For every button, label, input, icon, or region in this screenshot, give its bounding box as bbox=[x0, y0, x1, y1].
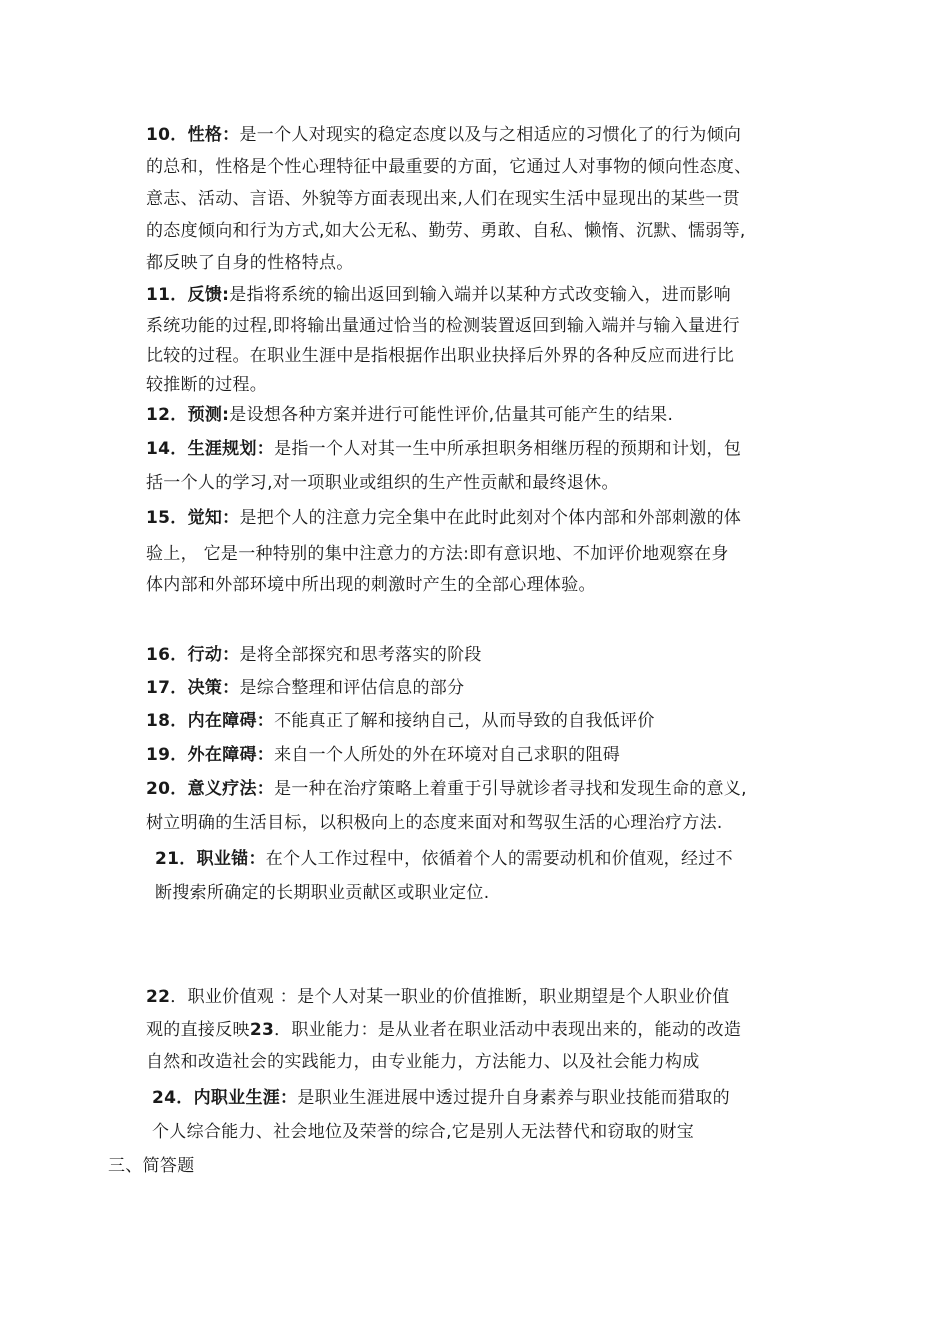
entry-22-line-1 bbox=[146, 986, 730, 1008]
entry-11-term: 反馈: bbox=[187, 285, 230, 305]
entry-15-line-3: 体内部和外部环境中所出现的刺激时产生的全部心理体验。 bbox=[146, 575, 596, 595]
entry-20-text: 是一种在治疗策略上着重于引导就诊者寻找和发现生命的意义, bbox=[274, 779, 747, 799]
entry-19 bbox=[146, 744, 620, 766]
entry-19-term: 外在障碍： bbox=[187, 745, 275, 765]
entry-24-text: 是职业生涯进展中透过提升自身素养与职业技能而猎取的 bbox=[297, 1088, 730, 1108]
entry-19-number: 19． bbox=[146, 745, 188, 765]
entry-15-term: 觉知： bbox=[187, 508, 240, 528]
entry-15-line-1 bbox=[146, 507, 741, 529]
entry-12-number: 12． bbox=[146, 405, 188, 425]
entry-22-number: 22 bbox=[146, 987, 171, 1007]
entry-16 bbox=[146, 644, 482, 666]
entry-22-text-end: 观的直接反映 bbox=[146, 1020, 250, 1040]
entry-17-number: 17． bbox=[146, 678, 188, 698]
entry-21-line-1 bbox=[155, 848, 733, 870]
entry-11-number: 11． bbox=[146, 285, 188, 305]
entry-18 bbox=[146, 710, 655, 732]
entry-14-number: 14． bbox=[146, 439, 188, 459]
entry-10-line-5: 都反映了自身的性格特点。 bbox=[146, 253, 354, 273]
entry-17 bbox=[146, 677, 464, 699]
entry-15-number: 15． bbox=[146, 508, 188, 528]
entry-23-number: 23 bbox=[249, 1020, 275, 1040]
entry-18-number: 18． bbox=[146, 711, 188, 731]
entry-17-term: 决策： bbox=[187, 678, 240, 698]
entry-20-term: 意义疗法： bbox=[187, 779, 275, 799]
entry-22-line-2 bbox=[146, 1019, 741, 1041]
entry-21-term: 职业锚： bbox=[196, 849, 266, 869]
entry-16-number: 16． bbox=[146, 645, 188, 665]
entry-11-line-2: 系统功能的过程,即将输出量通过恰当的检测装置返回到输入端并与输入量进行 bbox=[146, 316, 740, 336]
entry-15-line-2: 验上， 它是一种特别的集中注意力的方法:即有意识地、不加评价地观察在身 bbox=[146, 544, 729, 564]
entry-16-text: 是将全部探究和思考落实的阶段 bbox=[239, 645, 482, 665]
entry-11-line-4: 较推断的过程。 bbox=[146, 375, 268, 395]
entry-19-text: 来自一个人所处的外在环境对自己求职的阻碍 bbox=[274, 745, 621, 765]
entry-23-line-2: 自然和改造社会的实践能力，由专业能力，方法能力、以及社会能力构成 bbox=[146, 1052, 700, 1072]
entry-10-text: 是一个人对现实的稳定态度以及与之相适应的习惯化了的行为倾向 bbox=[239, 125, 742, 145]
entry-23-text: ．职业能力：是从业者在职业活动中表现出来的，能动的改造 bbox=[274, 1020, 742, 1040]
entry-24-term: 内职业生涯： bbox=[193, 1088, 298, 1108]
entry-20-line-1 bbox=[146, 778, 747, 800]
entry-21-text: 在个人工作过程中，依循着个人的需要动机和价值观，经过不 bbox=[265, 849, 733, 869]
entry-10-term: 性格： bbox=[187, 125, 240, 145]
entry-24-line-2: 个人综合能力、社会地位及荣誉的综合,它是别人无法替代和窃取的财宝 bbox=[152, 1122, 695, 1142]
entry-10-line-3: 意志、活动、言语、外貌等方面表现出来,人们在现实生活中显现出的某些一贯 bbox=[146, 189, 740, 209]
entry-10-line-2: 的总和，性格是个性心理特征中最重要的方面，它通过人对事物的倾向性态度、 bbox=[146, 157, 752, 177]
entry-14-line-2: 括一个人的学习,对一项职业或组织的生产性贡献和最终退休。 bbox=[146, 473, 619, 493]
entry-21-number: 21． bbox=[155, 849, 197, 869]
entry-10-number: 10． bbox=[146, 125, 188, 145]
entry-12-line-1 bbox=[146, 404, 673, 426]
entry-15-text: 是把个人的注意力完全集中在此时此刻对个体内部和外部刺激的体 bbox=[239, 508, 742, 528]
entry-11-line-3: 比较的过程。在职业生涯中是指根据作出职业抉择后外界的各种反应而进行比 bbox=[146, 346, 735, 366]
entry-18-term: 内在障碍： bbox=[187, 711, 275, 731]
entry-12-term: 预测: bbox=[187, 405, 230, 425]
entry-21-line-2: 断搜索所确定的长期职业贡献区或职业定位. bbox=[155, 883, 490, 903]
entry-10-line-1 bbox=[146, 124, 741, 146]
entry-14-line-1 bbox=[146, 438, 741, 460]
entry-11-line-1 bbox=[146, 284, 731, 306]
entry-14-text: 是指一个人对其一生中所承担职务相继历程的预期和计划，包 bbox=[274, 439, 742, 459]
entry-20-line-2: 树立明确的生活目标，以积极向上的态度来面对和驾驭生活的心理治疗方法. bbox=[146, 813, 723, 833]
entry-14-term: 生涯规划： bbox=[187, 439, 275, 459]
entry-11-text: 是指将系统的输出返回到输入端并以某种方式改变输入，进而影响 bbox=[229, 285, 731, 305]
entry-24-number: 24． bbox=[152, 1088, 194, 1108]
entry-12-text: 是设想各种方案并进行可能性评价,估量其可能产生的结果. bbox=[229, 405, 674, 425]
entry-22-text: ．职业价值观 ：是个人对某一职业的价值推断，职业期望是个人职业价值 bbox=[170, 987, 730, 1007]
entry-17-text: 是综合整理和评估信息的部分 bbox=[239, 678, 465, 698]
entry-18-text: 不能真正了解和接纳自己，从而导致的自我低评价 bbox=[274, 711, 655, 731]
section-heading: 三、简答题 bbox=[108, 1156, 195, 1176]
entry-10-line-4: 的态度倾向和行为方式,如大公无私、勤劳、勇敢、自私、懒惰、沉默、懦弱等, bbox=[146, 221, 746, 241]
entry-16-term: 行动： bbox=[187, 645, 240, 665]
entry-24-line-1 bbox=[152, 1087, 730, 1109]
entry-20-number: 20． bbox=[146, 779, 188, 799]
